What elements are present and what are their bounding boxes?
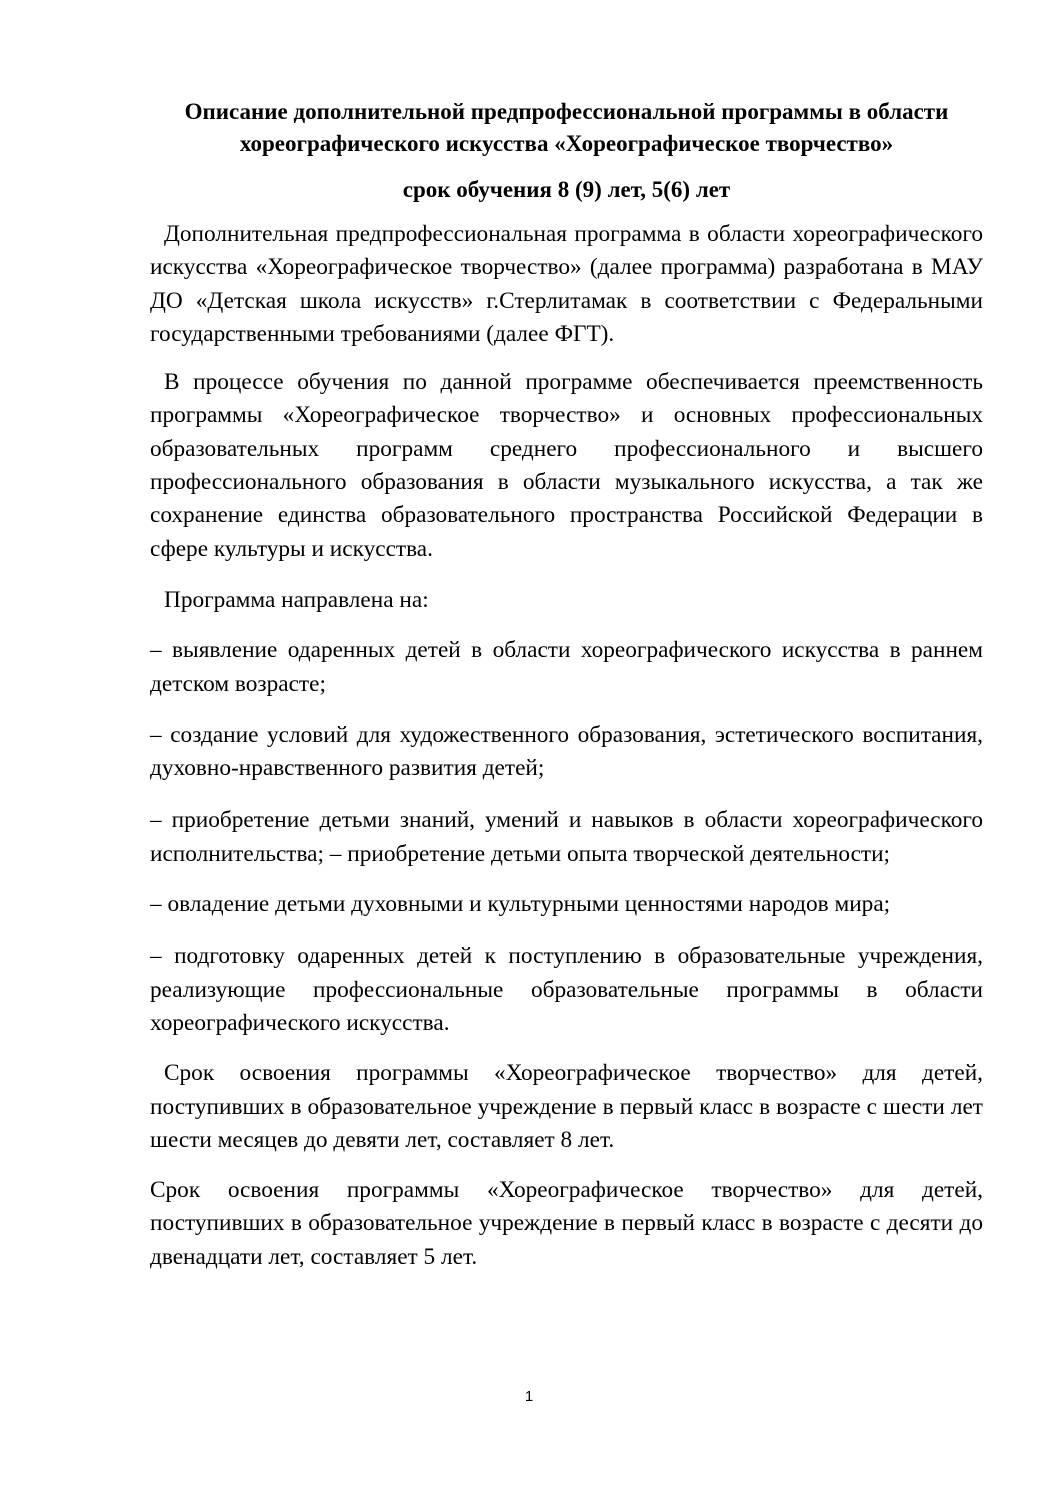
list-item: – приобретение детьми знаний, умений и навыков в области хореографического исполнительства; – приобретение детьми опыта творческой деятельности; bbox=[150, 807, 983, 867]
page-number: 1 bbox=[524, 1388, 534, 1405]
paragraph-intro: Дополнительная предпрофессиональная программа в области хореографического искусства «Хореографическое творчество» (далее программа) разработана в МАУ ДО «Детская школа искусств» г.Стерлитамак в соответствии с Федеральными государственными требованиями (далее ФГТ). bbox=[150, 221, 983, 347]
paragraph-aims-heading: Программа направлена на: bbox=[164, 586, 429, 613]
list-item: – подготовку одаренных детей к поступлению в образовательные учреждения, реализующие профессиональные образовательные программы в области хореографического искусства. bbox=[150, 943, 983, 1036]
document-title: Описание дополнительной предпрофессиональной программы в области хореографического искусства «Хореографическое творчество» bbox=[184, 99, 949, 156]
paragraph-duration-8: Срок освоения программы «Хореографическое творчество» для детей, поступивших в образовательное учреждение в первый класс в возрасте с шести лет шести месяцев до девяти лет, составляет 8 лет. bbox=[150, 1060, 983, 1153]
list-item: – создание условий для художественного образования, эстетического воспитания, духовно-нравственного развития детей; bbox=[150, 721, 983, 782]
document-subtitle: срок обучения 8 (9) лет, 5(6) лет bbox=[402, 177, 731, 202]
paragraph-continuity: В процессе обучения по данной программе обеспечивается преемственность программы «Хореографическое творчество» и основных профессиональных образовательных программ среднего профессионального и высшего профессионального образования в области музыкального искусства, а так же сохранение единства образовательного пространства Российской Федерации в сфере культуры и искусства. bbox=[150, 369, 983, 562]
document-page bbox=[150, 96, 983, 1274]
list-item: – овладение детьми духовными и культурными ценностями народов мира; bbox=[150, 891, 891, 918]
list-item: – выявление одаренных детей в области хореографического искусства в раннем детском возрасте; bbox=[150, 637, 983, 697]
paragraph-duration-5: Срок освоения программы «Хореографическое творчество» для детей, поступивших в образовательное учреждение в первый класс в возрасте с десяти до двенадцати лет, составляет 5 лет. bbox=[150, 1177, 983, 1270]
